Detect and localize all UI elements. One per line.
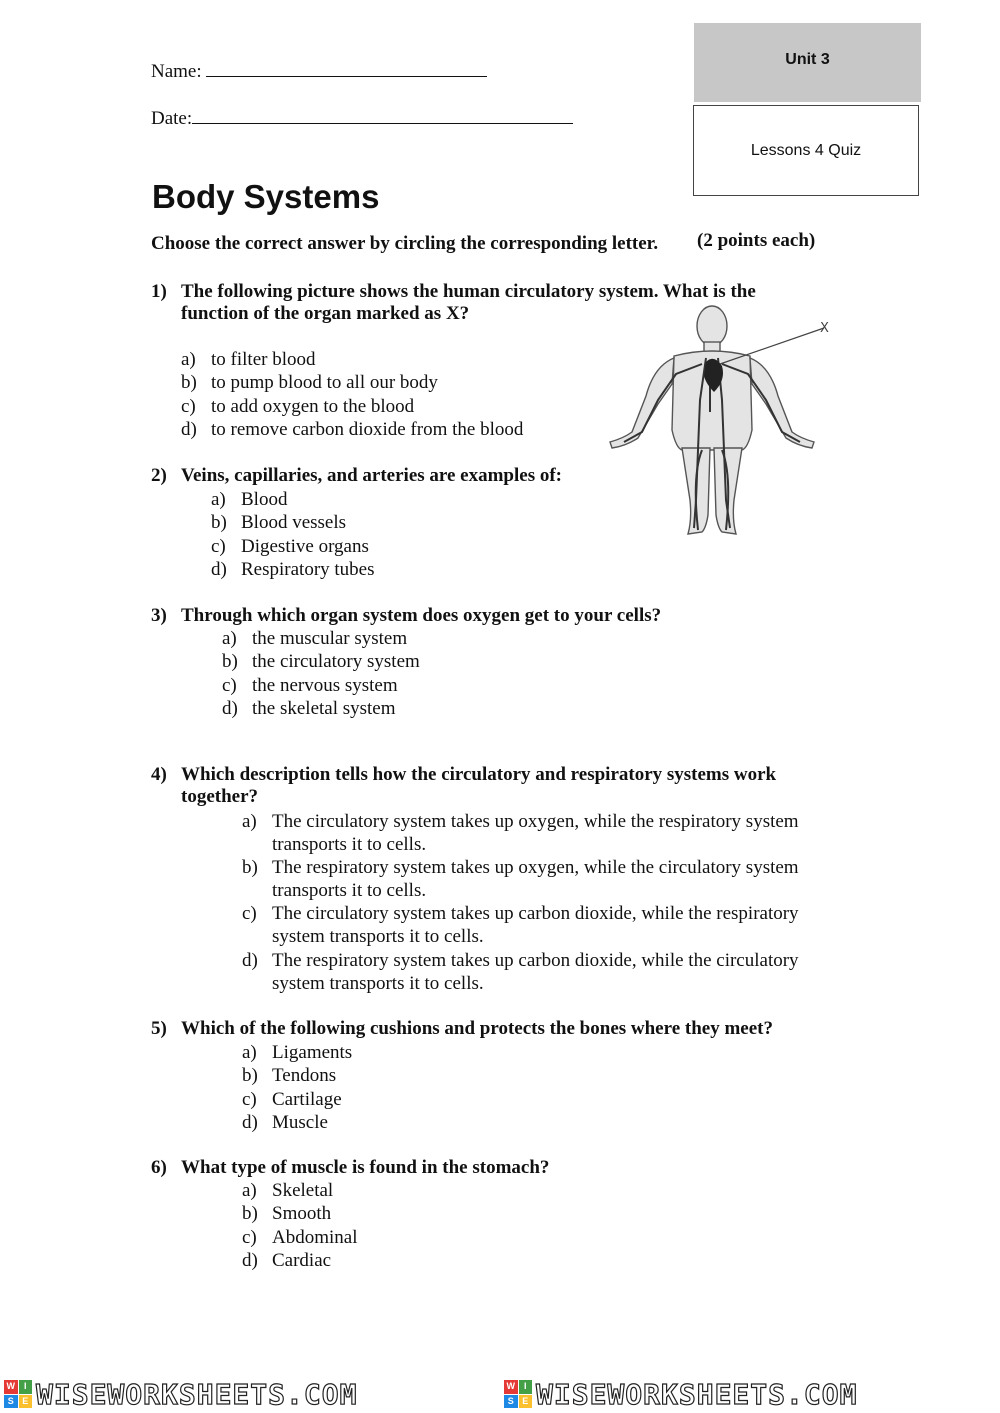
answer-option[interactable]: c) Digestive organs xyxy=(211,535,369,557)
question-2: 2) Veins, capillaries, and arteries are examples of: xyxy=(151,465,563,486)
page-title: Body Systems xyxy=(152,178,380,215)
question-text: What type of muscle is found in the stomach? xyxy=(181,1157,550,1178)
question-1-options xyxy=(181,348,601,441)
name-label: Name: xyxy=(151,61,202,82)
question-6-options xyxy=(242,1179,642,1272)
watermark-text: WISEWORKSHEETS.COM xyxy=(536,1377,858,1411)
question-4: 4) Which description tells how the circulatory and respiratory systems work together? xyxy=(151,764,777,807)
watermark-text: WISEWORKSHEETS.COM xyxy=(36,1377,358,1411)
date-label: Date: xyxy=(151,108,193,129)
answer-option[interactable]: c) the nervous system xyxy=(222,674,398,696)
date-blank-line[interactable] xyxy=(192,108,573,124)
answer-option[interactable]: b) The respiratory system takes up oxygen, while the circulatory system transports it to cells. xyxy=(242,857,799,902)
answer-option[interactable]: a) Skeletal xyxy=(242,1180,334,1201)
name-blank-line[interactable] xyxy=(206,61,487,77)
answer-option[interactable]: b) Blood vessels xyxy=(211,512,347,534)
question-number: 1) xyxy=(151,281,167,302)
answer-option[interactable]: c) The circulatory system takes up carbon dioxide, while the respiratory system transports it to cells. xyxy=(242,903,799,948)
question-text-line1: Which description tells how the circulatory and respiratory systems work xyxy=(181,764,777,785)
answer-option[interactable]: c) to add oxygen to the blood xyxy=(181,395,415,417)
x-marker: X xyxy=(820,321,829,336)
answer-option[interactable]: d) to remove carbon dioxide from the blood xyxy=(181,418,524,440)
answer-option[interactable]: d) the skeletal system xyxy=(222,697,396,719)
answer-option[interactable]: d) Respiratory tubes xyxy=(211,558,375,580)
question-text-line2: function of the organ marked as X? xyxy=(181,303,470,324)
watermark-unit xyxy=(0,1378,500,1411)
question-3-options xyxy=(222,627,622,720)
answer-option[interactable]: c) Abdominal xyxy=(242,1226,358,1248)
answer-option[interactable]: b) to pump blood to all our body xyxy=(181,372,438,394)
question-text-line1: The following picture shows the human circulatory system. What is the xyxy=(181,281,756,302)
question-6: 6) What type of muscle is found in the stomach? xyxy=(151,1157,550,1178)
answer-option[interactable]: c) Cartilage xyxy=(242,1088,342,1110)
unit-box: Unit 3 xyxy=(694,23,921,102)
answer-option[interactable]: d) The respiratory system takes up carbon dioxide, while the circulatory system transports it to cells. xyxy=(242,949,799,994)
question-text: Through which organ system does oxygen get to your cells? xyxy=(181,605,662,626)
answer-option[interactable]: d) Muscle xyxy=(242,1111,328,1133)
answer-option[interactable]: a) Blood xyxy=(211,489,288,510)
points-note: (2 points each) xyxy=(697,230,816,251)
question-text: Veins, capillaries, and arteries are examples of: xyxy=(181,465,563,486)
answer-option[interactable]: a) The circulatory system takes up oxygen, while the respiratory system transports it to cells. xyxy=(242,811,799,855)
answer-option[interactable]: b) Tendons xyxy=(242,1065,337,1087)
answer-option[interactable]: b) Smooth xyxy=(242,1203,332,1225)
name-field[interactable] xyxy=(151,61,487,83)
answer-option[interactable]: b) the circulatory system xyxy=(222,651,420,673)
question-text: Which of the following cushions and protects the bones where they meet? xyxy=(181,1018,773,1039)
question-5: 5) Which of the following cushions and protects the bones where they meet? xyxy=(151,1018,773,1039)
answer-option[interactable]: a) Ligaments xyxy=(242,1042,353,1063)
answer-option[interactable]: a) the muscular system xyxy=(222,628,408,649)
instructions: Choose the correct answer by circling the corresponding letter. xyxy=(151,233,659,254)
lesson-box: Lessons 4 Quiz xyxy=(693,105,919,196)
answer-option[interactable]: d) Cardiac xyxy=(242,1249,332,1271)
head-shape xyxy=(697,306,727,346)
question-text-line2: together? xyxy=(181,786,259,807)
wiseworksheets-logo-icon: W I S E xyxy=(4,1380,32,1408)
question-5-options xyxy=(242,1041,642,1134)
wiseworksheets-logo-icon: W I S E xyxy=(504,1380,532,1408)
question-4-options xyxy=(242,810,842,995)
circulatory-system-illustration xyxy=(602,300,834,542)
answer-option[interactable]: a) to filter blood xyxy=(181,349,316,370)
footer-watermark xyxy=(0,1378,1000,1410)
question-2-options xyxy=(211,488,611,581)
watermark-unit xyxy=(500,1378,1000,1411)
question-3: 3) Through which organ system does oxygen get to your cells? xyxy=(151,605,662,626)
date-field[interactable] xyxy=(151,108,573,130)
